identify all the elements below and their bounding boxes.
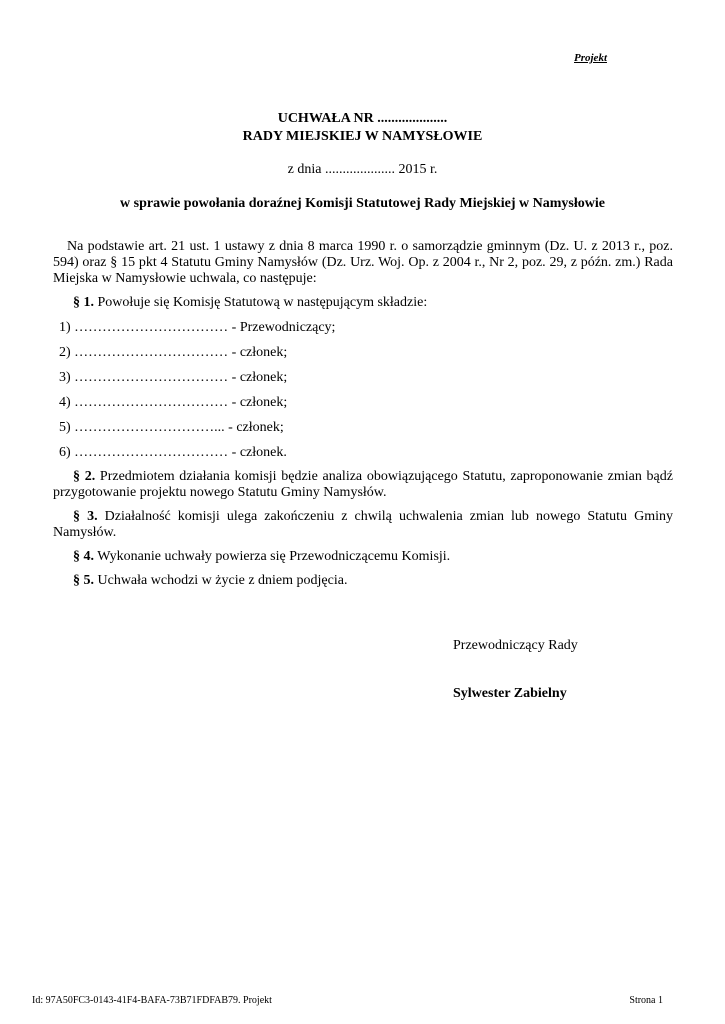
footer-document-id: Id: 97A50FC3-0143-41F4-BAFA-73B71FDFAB79. Projekt xyxy=(32,995,272,1006)
member-row: 5) …………………………... - członek; xyxy=(59,420,284,435)
section-1-label: § 1. xyxy=(73,295,94,310)
council-name: RADY MIEJSKIEJ W NAMYSŁOWIE xyxy=(242,129,483,144)
member-row: 1) …………………………… - Przewodniczący; xyxy=(59,320,336,335)
member-row: 4) …………………………… - członek; xyxy=(59,395,288,410)
member-row: 6) …………………………… - członek. xyxy=(59,445,287,460)
section-1 xyxy=(53,295,673,311)
section-3-label: § 3. xyxy=(73,509,98,524)
signature-name: Sylwester Zabielny xyxy=(453,686,567,701)
section-4 xyxy=(53,549,673,565)
signature-role: Przewodniczący Rady xyxy=(453,638,578,653)
section-3 xyxy=(53,509,673,541)
section-4-text: Wykonanie uchwały powierza się Przewodniczącemu Komisji. xyxy=(94,549,451,564)
section-2-label: § 2. xyxy=(73,469,96,484)
preamble: Na podstawie art. 21 ust. 1 ustawy z dnia 8 marca 1990 r. o samorządzie gminnym (Dz. U. z 2013 r., poz. 594) oraz § 15 pkt 4 Statutu Gminy Namysłów (Dz. Urz. Woj. Op. z 2004 r., Nr 2, poz. 29, z późn. zm.) Rada Miejska w Namysłowie uchwala, co następuje: xyxy=(53,239,673,286)
projekt-label: Projekt xyxy=(574,52,607,64)
section-5-label: § 5. xyxy=(73,573,94,588)
resolution-subject: w sprawie powołania doraźnej Komisji Statutowej Rady Miejskiej w Namysłowie xyxy=(120,196,605,211)
member-row: 3) …………………………… - członek; xyxy=(59,370,288,385)
section-5 xyxy=(53,573,673,589)
section-2-text: Przedmiotem działania komisji będzie analiza obowiązującego Statutu, zaproponowanie zmian bądź przygotowanie projektu nowego Statutu Gminy Namysłów. xyxy=(53,469,673,500)
section-3-text: Działalność komisji ulega zakończeniu z chwilą uchwalenia zmian lub nowego Statutu Gminy Namysłów. xyxy=(53,509,674,540)
title-block xyxy=(0,110,725,146)
member-row: 2) …………………………… - członek; xyxy=(59,345,288,360)
section-4-label: § 4. xyxy=(73,549,94,564)
member-list xyxy=(53,320,673,461)
section-2 xyxy=(53,469,673,501)
section-5-text: Uchwała wchodzi w życie z dniem podjęcia. xyxy=(94,573,348,588)
resolution-date: z dnia .................... 2015 r. xyxy=(287,162,438,177)
resolution-number: UCHWAŁA NR .................... xyxy=(277,111,448,126)
footer-page-number: Strona 1 xyxy=(629,995,663,1006)
signature-block xyxy=(453,638,578,702)
section-1-text: Powołuje się Komisję Statutową w następującym składzie: xyxy=(94,295,428,310)
resolution-body xyxy=(53,239,673,589)
